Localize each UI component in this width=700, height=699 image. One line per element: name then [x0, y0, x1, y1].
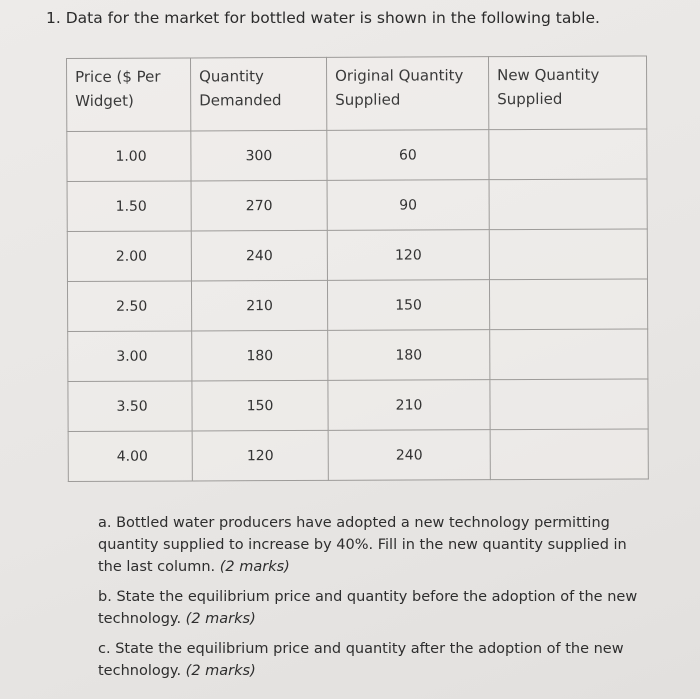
- sub-question-marks: (2 marks): [185, 611, 256, 627]
- new-supplied-cell: [489, 229, 647, 280]
- header-price-line1: Price ($ Per: [75, 67, 161, 86]
- header-ns-line1: New Quantity: [497, 65, 600, 85]
- new-supplied-cell: [489, 179, 647, 230]
- header-original-quantity-supplied: [326, 57, 488, 131]
- header-quantity-demanded: [191, 57, 327, 131]
- sub-question-text: State the equilibrium price and quantity after the adoption of the new technology.: [98, 641, 624, 679]
- original-supplied-cell: 150: [327, 280, 489, 331]
- header-qd-line2: Demanded: [199, 91, 282, 110]
- original-supplied-cell: 60: [327, 130, 489, 181]
- new-supplied-cell: [490, 429, 648, 480]
- quantity-demanded-cell: 240: [191, 230, 327, 281]
- sub-question-letter: c.: [98, 641, 111, 657]
- original-supplied-cell: 210: [328, 380, 490, 431]
- quantity-demanded-cell: 270: [191, 180, 327, 231]
- original-supplied-cell: 240: [328, 430, 490, 481]
- table-row: [68, 379, 648, 432]
- new-supplied-cell: [490, 329, 648, 380]
- header-price-line2: Widget): [75, 91, 134, 110]
- price-cell: 4.00: [68, 431, 192, 482]
- sub-questions-list: [98, 512, 643, 690]
- header-qd-line1: Quantity: [199, 67, 264, 86]
- price-cell: 3.50: [68, 381, 192, 432]
- question-title: 1. Data for the market for bottled water is shown in the following table.: [46, 9, 600, 27]
- table-row: [67, 229, 647, 282]
- quantity-demanded-cell: 120: [192, 430, 328, 481]
- new-supplied-cell: [489, 129, 647, 180]
- original-supplied-cell: 90: [327, 180, 489, 231]
- table-row: [67, 279, 647, 332]
- quantity-demanded-cell: 210: [191, 280, 327, 331]
- sub-question-b: [98, 586, 643, 630]
- new-supplied-cell: [489, 279, 647, 330]
- price-cell: 2.50: [67, 281, 191, 332]
- new-supplied-cell: [490, 379, 648, 430]
- sub-question-text: Bottled water producers have adopted a new technology permitting quantity supplied to increase by 40%. Fill in the new quantity supplied in the last column.: [98, 515, 627, 575]
- header-ns-line2: Supplied: [497, 89, 563, 109]
- quantity-demanded-cell: 150: [192, 380, 328, 431]
- price-cell: 2.00: [67, 231, 191, 282]
- price-cell: 1.00: [67, 131, 191, 182]
- price-cell: 3.00: [68, 331, 192, 382]
- sub-question-marks: (2 marks): [185, 663, 256, 679]
- table-row: [68, 329, 648, 382]
- market-data-table: [66, 55, 649, 482]
- sub-question-c: [98, 638, 643, 682]
- table-row: [67, 129, 647, 182]
- quantity-demanded-cell: 180: [192, 330, 328, 381]
- original-supplied-cell: 180: [328, 330, 490, 381]
- sub-question-a: [98, 512, 643, 578]
- sub-question-letter: b.: [98, 589, 112, 605]
- sub-question-text: State the equilibrium price and quantity before the adoption of the new technology.: [98, 589, 638, 627]
- header-price: [67, 58, 191, 132]
- table-row: [67, 179, 647, 232]
- quantity-demanded-cell: 300: [191, 130, 327, 181]
- header-new-quantity-supplied: [488, 56, 646, 130]
- sub-question-marks: (2 marks): [219, 559, 290, 575]
- table-header-row: [67, 56, 647, 132]
- original-supplied-cell: 120: [327, 230, 489, 281]
- header-os-line1: Original Quantity: [335, 66, 464, 85]
- table-row: [68, 429, 648, 482]
- price-cell: 1.50: [67, 181, 191, 232]
- header-os-line2: Supplied: [335, 90, 401, 109]
- sub-question-letter: a.: [98, 515, 112, 531]
